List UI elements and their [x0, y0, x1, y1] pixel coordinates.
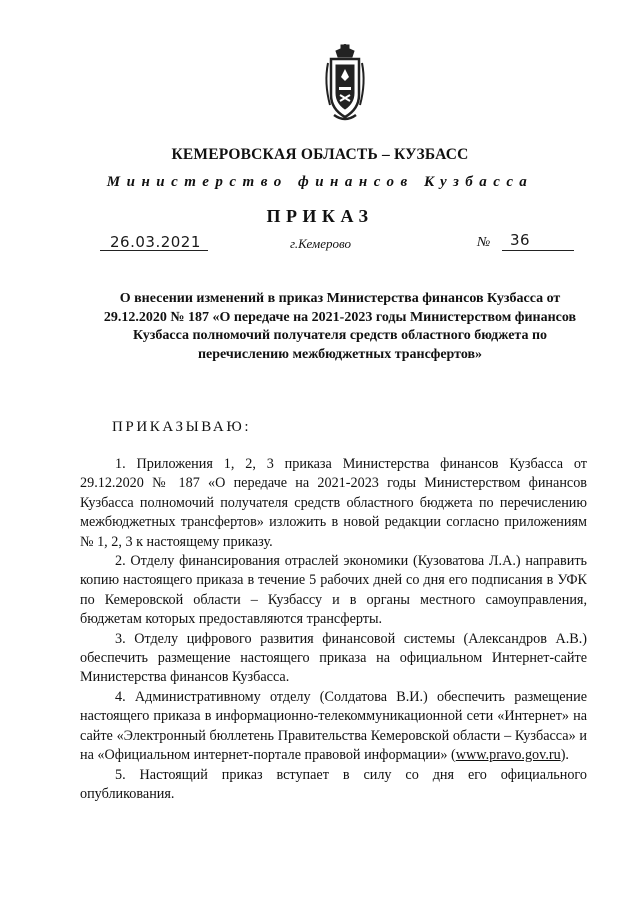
pravo-link[interactable]: www.pravo.gov.ru	[455, 747, 561, 764]
document-body	[80, 455, 587, 804]
document-subject: О внесении изменений в приказ Министерства финансов Кузбасса от 29.12.2020 № 187 «О передаче на 2021-2023 годы Министерством финансов Кузбасса полномочий получателя средств областного бюджета по перечислению межбюджетных трансфертов»	[103, 291, 577, 362]
number-sign: №	[477, 235, 491, 250]
city: г.Кемерово	[290, 236, 351, 251]
document-date: 26.03.2021	[110, 233, 201, 251]
paragraph-4	[80, 688, 587, 766]
paragraph-4-end: ).	[560, 747, 569, 764]
coat-of-arms-icon	[322, 43, 368, 125]
region-name: КЕМЕРОВСКАЯ ОБЛАСТЬ – КУЗБАСС	[171, 146, 469, 163]
paragraph-1: 1. Приложения 1, 2, 3 приказа Министерства финансов Кузбасса от 29.12.2020 № 187 «О передаче на 2021-2023 годы Министерством финансов Кузбасса полномочий получателя средств областного бюджета по перечислению межбюджетных трансфертов» изложить в новой редакции согласно приложениям № 1, 2, 3 к настоящему приказу.	[80, 456, 587, 550]
document-number: 36	[510, 231, 531, 249]
order-word: ПРИКАЗЫВАЮ:	[112, 419, 252, 435]
document-type: ПРИКАЗ	[266, 206, 374, 226]
paragraph-2: 2. Отделу финансирования отраслей экономики (Кузоватова Л.А.) направить копию настоящего приказа в течение 5 рабочих дней со дня его подписания в УФК по Кемеровской области – Кузбассу и в органы местного самоуправления, бюджетам которых предоставляются трансферты.	[80, 553, 587, 628]
paragraph-4-text: 4. Административному отделу (Солдатова В.И.) обеспечить размещение настоящего приказа в информационно-телекоммуникационной сети «Интернет» на сайте «Электронный бюллетень Правительства Кемеровской области – Кузбасса» и на «Официальном интернет-портале правовой информации» (	[80, 688, 587, 764]
paragraph-3: 3. Отделу цифрового развития финансовой системы (Александров А.В.) обеспечить размещение настоящего приказа на официальном Интернет-сайте Министерства финансов Кузбасса.	[80, 630, 587, 686]
number-underline	[502, 250, 574, 251]
ministry-name: Министерство финансов Кузбасса	[106, 174, 534, 190]
date-underline	[100, 250, 208, 251]
paragraph-5: 5. Настоящий приказ вступает в силу со дня его официального опубликования.	[80, 766, 587, 802]
